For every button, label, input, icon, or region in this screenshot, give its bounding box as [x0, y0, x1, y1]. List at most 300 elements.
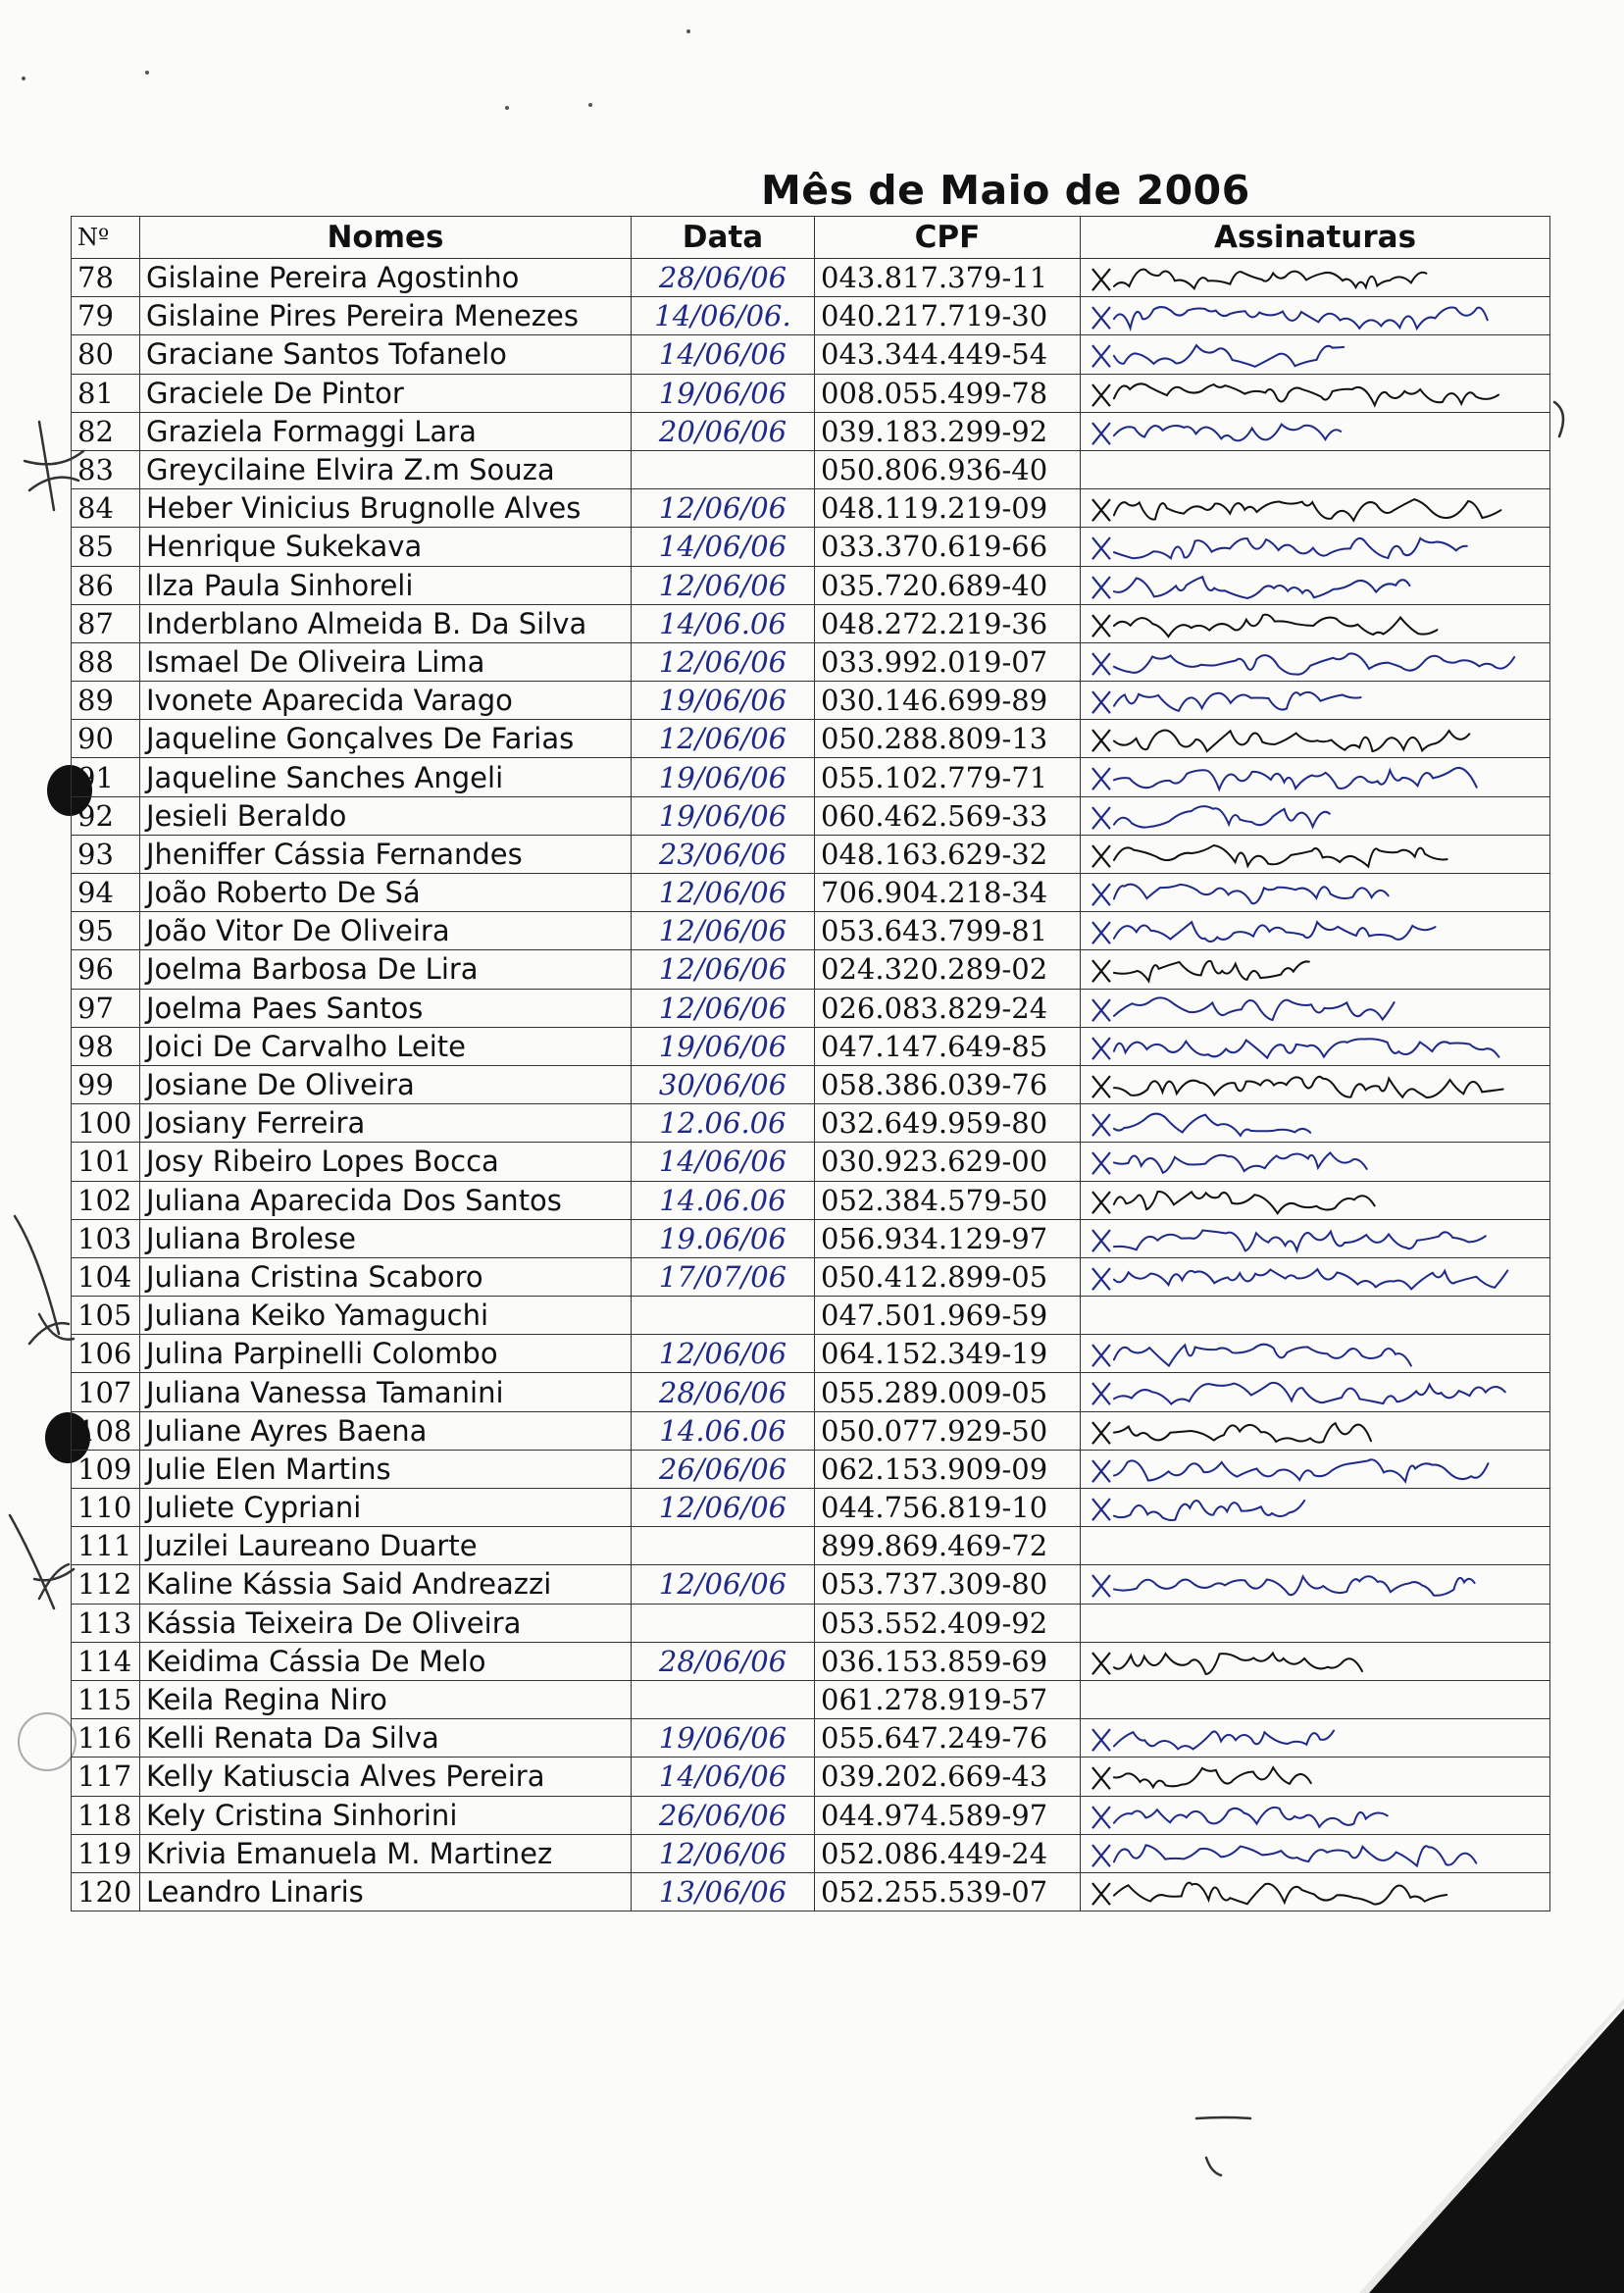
signature-stroke	[1114, 961, 1309, 981]
handwritten-signature	[1081, 567, 1549, 604]
signature-x-mark	[1092, 1114, 1110, 1136]
handwritten-signature	[1081, 259, 1549, 296]
signature-stroke	[1114, 499, 1500, 521]
row-date	[632, 1527, 815, 1565]
row-date: 12.06.06	[632, 1104, 815, 1143]
punch-hole-ring	[18, 1712, 76, 1771]
handwritten-signature	[1081, 1143, 1549, 1180]
row-cpf: 062.153.909-09	[815, 1450, 1081, 1488]
row-date: 19/06/06	[632, 796, 815, 835]
row-signature-cell	[1081, 1181, 1550, 1219]
row-cpf: 024.320.289-02	[815, 950, 1081, 989]
row-signature-cell	[1081, 1335, 1550, 1373]
signature-x-mark	[1092, 768, 1110, 790]
row-cpf: 052.384.579-50	[815, 1181, 1081, 1219]
row-cpf: 053.552.409-92	[815, 1604, 1081, 1642]
handwritten-signature	[1081, 1489, 1549, 1526]
row-number: 95	[72, 912, 140, 950]
row-name: Greycilaine Elvira Z.m Souza	[140, 450, 632, 488]
row-name: Julie Elen Martins	[140, 1450, 632, 1488]
handwritten-signature	[1081, 335, 1549, 373]
row-date: 12/06/06	[632, 874, 815, 912]
table-row	[72, 335, 1550, 374]
handwritten-signature	[1081, 1373, 1549, 1410]
signature-stroke	[1114, 885, 1389, 904]
row-date: 12/06/06	[632, 1489, 815, 1527]
handwritten-signature	[1081, 1335, 1549, 1372]
handwritten-signature	[1081, 1451, 1549, 1488]
handwritten-signature	[1081, 1835, 1549, 1872]
signature-x-mark	[1092, 1845, 1110, 1866]
row-name: Juzilei Laureano Duarte	[140, 1527, 632, 1565]
signature-stroke	[1114, 1153, 1367, 1173]
row-number: 87	[72, 604, 140, 642]
row-name: Kelly Katiuscia Alves Pereira	[140, 1758, 632, 1796]
row-number: 83	[72, 450, 140, 488]
table-row	[72, 1411, 1550, 1450]
row-name: Kássia Teixeira De Oliveira	[140, 1604, 632, 1642]
signature-x-mark	[1092, 269, 1110, 290]
margin-cross-mark	[10, 1515, 74, 1608]
row-number: 86	[72, 566, 140, 604]
row-signature-cell	[1081, 1489, 1550, 1527]
handwritten-signature	[1081, 297, 1549, 334]
row-number: 90	[72, 720, 140, 758]
row-cpf: 032.649.959-80	[815, 1104, 1081, 1143]
row-date	[632, 1680, 815, 1718]
signature-stroke	[1114, 845, 1447, 867]
row-date: 28/06/06	[632, 1642, 815, 1680]
row-number: 109	[72, 1450, 140, 1488]
row-date: 30/06/06	[632, 1065, 815, 1103]
row-cpf: 064.152.349-19	[815, 1335, 1081, 1373]
handwritten-signature	[1081, 836, 1549, 873]
row-number: 89	[72, 682, 140, 720]
row-cpf: 048.163.629-32	[815, 835, 1081, 873]
row-name: Juliana Brolese	[140, 1219, 632, 1257]
signature-stroke	[1114, 1230, 1486, 1250]
row-number: 81	[72, 374, 140, 412]
signature-stroke	[1114, 346, 1344, 368]
row-date: 12/06/06	[632, 566, 815, 604]
row-date: 12/06/06	[632, 489, 815, 528]
column-header-cpf: CPF	[815, 217, 1081, 259]
row-number: 97	[72, 989, 140, 1027]
handwritten-signature	[1081, 1719, 1549, 1757]
table-row	[72, 1450, 1550, 1488]
handwritten-signature	[1081, 1643, 1549, 1680]
table-row	[72, 1181, 1550, 1219]
row-number: 100	[72, 1104, 140, 1143]
table-row	[72, 1027, 1550, 1065]
row-signature-cell	[1081, 489, 1550, 528]
row-number: 120	[72, 1872, 140, 1911]
row-date	[632, 450, 815, 488]
row-date: 14/06.06	[632, 604, 815, 642]
signature-stroke	[1114, 1345, 1411, 1366]
signature-x-mark	[1092, 1767, 1110, 1789]
handwritten-signature	[1081, 720, 1549, 757]
signature-x-mark	[1092, 807, 1110, 829]
row-cpf: 053.643.799-81	[815, 912, 1081, 950]
row-name: Josiany Ferreira	[140, 1104, 632, 1143]
signature-x-mark	[1092, 960, 1110, 982]
signature-stroke	[1114, 731, 1469, 752]
table-row	[72, 642, 1550, 681]
row-name: Joelma Paes Santos	[140, 989, 632, 1027]
row-cpf: 055.102.779-71	[815, 758, 1081, 796]
signature-stroke	[1114, 1191, 1375, 1212]
row-cpf: 048.272.219-36	[815, 604, 1081, 642]
row-name: Henrique Sukekava	[140, 528, 632, 566]
signature-x-mark	[1092, 1230, 1110, 1251]
signature-stroke	[1114, 270, 1427, 289]
handwritten-signature	[1081, 1104, 1549, 1142]
row-date: 19/06/06	[632, 1027, 815, 1065]
row-signature-cell	[1081, 566, 1550, 604]
row-date: 23/06/06	[632, 835, 815, 873]
row-cpf: 899.869.469-72	[815, 1527, 1081, 1565]
row-signature-cell	[1081, 528, 1550, 566]
row-cpf: 053.737.309-80	[815, 1565, 1081, 1604]
table-row	[72, 796, 1550, 835]
row-signature-cell	[1081, 1373, 1550, 1411]
row-number: 107	[72, 1373, 140, 1411]
signature-stroke	[1114, 806, 1330, 827]
row-name: Leandro Linaris	[140, 1872, 632, 1911]
row-name: Gislaine Pereira Agostinho	[140, 259, 632, 297]
handwritten-signature	[1081, 1565, 1549, 1603]
row-signature-cell	[1081, 1027, 1550, 1065]
row-signature-cell	[1081, 1527, 1550, 1565]
row-date: 26/06/06	[632, 1450, 815, 1488]
table-row	[72, 1680, 1550, 1718]
signature-x-mark	[1092, 1038, 1110, 1059]
row-cpf: 030.923.629-00	[815, 1143, 1081, 1181]
row-date: 14.06.06	[632, 1181, 815, 1219]
row-cpf: 048.119.219-09	[815, 489, 1081, 528]
row-cpf: 039.183.299-92	[815, 412, 1081, 450]
row-date: 12/06/06	[632, 1335, 815, 1373]
row-number: 84	[72, 489, 140, 528]
row-name: Gislaine Pires Pereira Menezes	[140, 297, 632, 335]
handwritten-signature	[1081, 1797, 1549, 1834]
row-cpf: 047.147.649-85	[815, 1027, 1081, 1065]
row-date: 12/06/06	[632, 950, 815, 989]
row-cpf: 056.934.129-97	[815, 1219, 1081, 1257]
signature-x-mark	[1092, 730, 1110, 751]
table-row	[72, 874, 1550, 912]
signature-stroke	[1114, 922, 1436, 942]
row-number: 104	[72, 1257, 140, 1296]
signature-x-mark	[1092, 1076, 1110, 1097]
scan-speck	[505, 106, 509, 110]
row-number: 111	[72, 1527, 140, 1565]
row-signature-cell	[1081, 1065, 1550, 1103]
table-row	[72, 1796, 1550, 1834]
row-signature-cell	[1081, 1604, 1550, 1642]
row-signature-cell	[1081, 259, 1550, 297]
row-name: Ivonete Aparecida Varago	[140, 682, 632, 720]
row-name: Jesieli Beraldo	[140, 796, 632, 835]
row-date: 19/06/06	[632, 758, 815, 796]
signature-stroke	[1114, 614, 1438, 636]
row-signature-cell	[1081, 335, 1550, 374]
handwritten-signature	[1081, 1412, 1549, 1450]
table-header-row	[72, 217, 1550, 259]
row-date: 19/06/06	[632, 682, 815, 720]
signature-x-mark	[1092, 499, 1110, 521]
table-row	[72, 1604, 1550, 1642]
signature-x-mark	[1092, 1729, 1110, 1751]
row-name: Juliete Cypriani	[140, 1489, 632, 1527]
row-date: 12/06/06	[632, 642, 815, 681]
row-number: 118	[72, 1796, 140, 1834]
signature-stroke	[1114, 1731, 1334, 1750]
row-signature-cell	[1081, 450, 1550, 488]
signature-stroke	[1114, 1768, 1311, 1788]
margin-cross-mark	[15, 1216, 74, 1344]
row-number: 106	[72, 1335, 140, 1373]
row-signature-cell	[1081, 1796, 1550, 1834]
row-name: Juliana Aparecida Dos Santos	[140, 1181, 632, 1219]
row-number: 119	[72, 1834, 140, 1872]
signature-stroke	[1114, 577, 1410, 598]
attendance-table	[71, 216, 1550, 1911]
column-header-name: Nomes	[140, 217, 632, 259]
row-signature-cell	[1081, 1642, 1550, 1680]
row-cpf: 055.289.009-05	[815, 1373, 1081, 1411]
row-date: 12/06/06	[632, 912, 815, 950]
table-row	[72, 720, 1550, 758]
signature-stroke	[1114, 1577, 1475, 1597]
row-name: Juliana Keiko Yamaguchi	[140, 1297, 632, 1335]
signature-x-mark	[1092, 922, 1110, 943]
row-cpf: 040.217.719-30	[815, 297, 1081, 335]
handwritten-signature	[1081, 950, 1549, 988]
table-row	[72, 912, 1550, 950]
signature-x-mark	[1092, 1192, 1110, 1213]
handwritten-signature	[1081, 1873, 1549, 1911]
table-row	[72, 1872, 1550, 1911]
handwritten-signature	[1081, 605, 1549, 642]
table-row	[72, 950, 1550, 989]
column-header-date: Data	[632, 217, 815, 259]
table-row	[72, 1565, 1550, 1604]
row-date: 12/06/06	[632, 1565, 815, 1604]
row-name: Juliana Cristina Scaboro	[140, 1257, 632, 1296]
row-date: 28/06/06	[632, 259, 815, 297]
row-date	[632, 1604, 815, 1642]
row-date: 14/06/06	[632, 335, 815, 374]
row-name: Jaqueline Gonçalves De Farias	[140, 720, 632, 758]
signature-stroke	[1114, 1807, 1388, 1826]
row-date: 28/06/06	[632, 1373, 815, 1411]
signature-stroke	[1114, 1882, 1446, 1904]
signature-stroke	[1114, 1501, 1304, 1520]
row-cpf: 035.720.689-40	[815, 566, 1081, 604]
signature-stroke	[1114, 1423, 1371, 1443]
row-number: 108	[72, 1411, 140, 1450]
handwritten-signature	[1081, 1758, 1549, 1795]
row-cpf: 050.806.936-40	[815, 450, 1081, 488]
row-signature-cell	[1081, 1758, 1550, 1796]
scan-speck	[145, 71, 149, 75]
signature-x-mark	[1092, 845, 1110, 867]
signature-stroke	[1114, 383, 1498, 405]
row-cpf: 044.756.819-10	[815, 1489, 1081, 1527]
row-date: 14.06.06	[632, 1411, 815, 1450]
row-signature-cell	[1081, 642, 1550, 681]
signature-x-mark	[1092, 1807, 1110, 1828]
row-cpf: 043.817.379-11	[815, 259, 1081, 297]
row-signature-cell	[1081, 1872, 1550, 1911]
table-row	[72, 566, 1550, 604]
scan-speck	[22, 76, 25, 80]
row-name: Ismael De Oliveira Lima	[140, 642, 632, 681]
page-title: Mês de Maio de 2006	[761, 167, 1250, 214]
signature-x-mark	[1092, 345, 1110, 367]
table-row	[72, 835, 1550, 873]
row-number: 78	[72, 259, 140, 297]
handwritten-signature	[1081, 375, 1549, 412]
stray-pen-mark	[1196, 2117, 1250, 2175]
row-signature-cell	[1081, 796, 1550, 835]
table-row	[72, 1257, 1550, 1296]
table-row	[72, 528, 1550, 566]
row-cpf: 060.462.569-33	[815, 796, 1081, 835]
row-date: 26/06/06	[632, 1796, 815, 1834]
row-date: 12/06/06	[632, 720, 815, 758]
row-signature-cell	[1081, 412, 1550, 450]
row-number: 99	[72, 1065, 140, 1103]
handwritten-signature	[1081, 1220, 1549, 1257]
handwritten-signature	[1081, 489, 1549, 527]
signature-x-mark	[1092, 1345, 1110, 1366]
table-row	[72, 1219, 1550, 1257]
table-row	[72, 1373, 1550, 1411]
signature-x-mark	[1092, 307, 1110, 329]
handwritten-signature	[1081, 682, 1549, 719]
row-date: 14/06/06	[632, 528, 815, 566]
row-name: Jheniffer Cássia Fernandes	[140, 835, 632, 873]
signature-stroke	[1114, 997, 1395, 1020]
signature-stroke	[1114, 692, 1361, 711]
row-cpf: 052.086.449-24	[815, 1834, 1081, 1872]
table-row	[72, 412, 1550, 450]
signature-x-mark	[1092, 884, 1110, 905]
row-cpf: 033.370.619-66	[815, 528, 1081, 566]
row-name: Keila Regina Niro	[140, 1680, 632, 1718]
row-name: Juliana Vanessa Tamanini	[140, 1373, 632, 1411]
signature-stroke	[1114, 653, 1514, 674]
row-name: Josiane De Oliveira	[140, 1065, 632, 1103]
row-name: João Roberto De Sá	[140, 874, 632, 912]
signature-x-mark	[1092, 615, 1110, 637]
row-signature-cell	[1081, 1450, 1550, 1488]
table-row	[72, 1834, 1550, 1872]
row-name: João Vitor De Oliveira	[140, 912, 632, 950]
table-row	[72, 489, 1550, 528]
row-name: Josy Ribeiro Lopes Bocca	[140, 1143, 632, 1181]
row-name: Graciele De Pintor	[140, 374, 632, 412]
row-number: 115	[72, 1680, 140, 1718]
row-cpf: 058.386.039-76	[815, 1065, 1081, 1103]
handwritten-signature	[1081, 413, 1549, 450]
row-name: Heber Vinicius Brugnolle Alves	[140, 489, 632, 528]
row-date: 19.06/06	[632, 1219, 815, 1257]
row-number: 101	[72, 1143, 140, 1181]
signature-x-mark	[1092, 423, 1110, 444]
row-signature-cell	[1081, 950, 1550, 989]
row-name: Graziela Formaggi Lara	[140, 412, 632, 450]
signature-x-mark	[1092, 1152, 1110, 1174]
row-cpf: 044.974.589-97	[815, 1796, 1081, 1834]
row-date: 14/06/06	[632, 1758, 815, 1796]
row-signature-cell	[1081, 1297, 1550, 1335]
signature-x-mark	[1092, 653, 1110, 675]
signature-x-mark	[1092, 1883, 1110, 1905]
row-signature-cell	[1081, 989, 1550, 1027]
row-number: 96	[72, 950, 140, 989]
row-number: 103	[72, 1219, 140, 1257]
handwritten-signature	[1081, 643, 1549, 681]
row-cpf: 030.146.699-89	[815, 682, 1081, 720]
row-signature-cell	[1081, 1219, 1550, 1257]
table-row	[72, 297, 1550, 335]
signature-stroke	[1114, 1459, 1489, 1481]
handwritten-signature	[1081, 1066, 1549, 1103]
scan-speck	[686, 29, 690, 33]
row-signature-cell	[1081, 1104, 1550, 1143]
row-number: 93	[72, 835, 140, 873]
table-row	[72, 1143, 1550, 1181]
row-name: Krivia Emanuela M. Martinez	[140, 1834, 632, 1872]
row-name: Inderblano Almeida B. Da Silva	[140, 604, 632, 642]
signature-x-mark	[1092, 1383, 1110, 1404]
table-row	[72, 1335, 1550, 1373]
row-name: Graciane Santos Tofanelo	[140, 335, 632, 374]
row-name: Joici De Carvalho Leite	[140, 1027, 632, 1065]
signature-stroke	[1114, 1114, 1310, 1136]
row-name: Kelli Renata Da Silva	[140, 1719, 632, 1758]
handwritten-signature	[1081, 528, 1549, 565]
handwritten-signature	[1081, 1182, 1549, 1219]
table-body	[72, 259, 1550, 1911]
table-row	[72, 682, 1550, 720]
row-signature-cell	[1081, 1257, 1550, 1296]
signature-x-mark	[1092, 1575, 1110, 1597]
signature-x-mark	[1092, 577, 1110, 598]
table-row	[72, 1642, 1550, 1680]
signature-x-mark	[1092, 537, 1110, 559]
row-name: Ilza Paula Sinhoreli	[140, 566, 632, 604]
row-signature-cell	[1081, 720, 1550, 758]
row-signature-cell	[1081, 297, 1550, 335]
row-signature-cell	[1081, 1834, 1550, 1872]
row-signature-cell	[1081, 1411, 1550, 1450]
handwritten-signature	[1081, 797, 1549, 835]
row-number: 113	[72, 1604, 140, 1642]
row-number: 114	[72, 1642, 140, 1680]
signature-x-mark	[1092, 1460, 1110, 1482]
table-row	[72, 604, 1550, 642]
row-name: Julina Parpinelli Colombo	[140, 1335, 632, 1373]
table-row	[72, 1489, 1550, 1527]
row-number: 94	[72, 874, 140, 912]
row-number: 116	[72, 1719, 140, 1758]
row-name: Juliane Ayres Baena	[140, 1411, 632, 1450]
